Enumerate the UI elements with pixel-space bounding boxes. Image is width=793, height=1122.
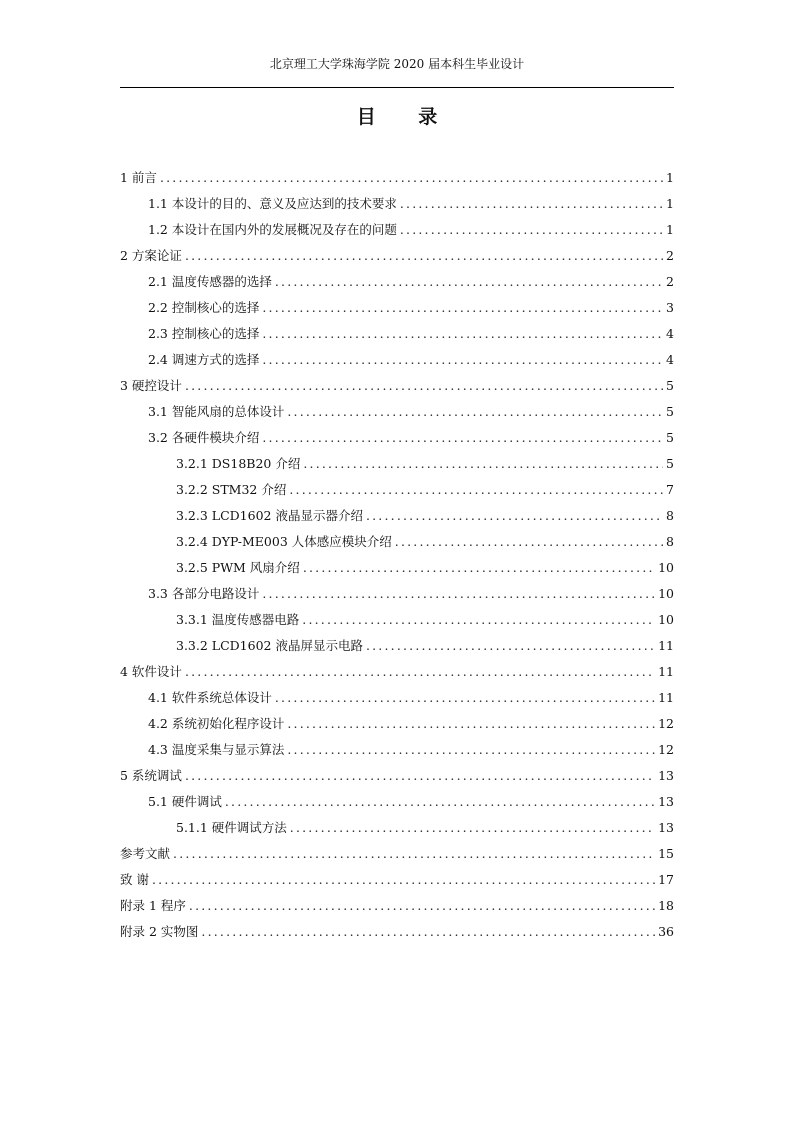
toc-leader-dots xyxy=(262,321,663,347)
toc-leader-dots xyxy=(262,347,663,373)
toc-entry-page: 1 xyxy=(666,222,674,237)
toc-entry[interactable] xyxy=(120,607,674,633)
toc-entry[interactable] xyxy=(120,399,674,425)
toc-entry[interactable] xyxy=(120,763,674,789)
toc-entry-page: 18 xyxy=(658,898,674,913)
toc-entry-text: 3.2.5 PWM 风扇介绍 xyxy=(176,560,300,575)
toc-entry[interactable] xyxy=(120,243,674,269)
toc-entry-text: 4.2 系统初始化程序设计 xyxy=(148,716,285,731)
toc-title: 目 录 xyxy=(356,106,456,128)
toc-entry-page: 2 xyxy=(666,248,674,263)
toc-entry-text: 致 谢 xyxy=(120,872,149,887)
toc-leader-dots xyxy=(185,243,663,269)
toc-entry-text: 4.1 软件系统总体设计 xyxy=(148,690,272,705)
toc-entry-page: 10 xyxy=(658,586,674,601)
toc-leader-dots xyxy=(303,451,663,477)
toc-entry-text: 3.2.2 STM32 介绍 xyxy=(176,482,287,497)
toc-entry[interactable] xyxy=(120,347,674,373)
toc-entry[interactable] xyxy=(120,425,674,451)
toc-entry-page: 8 xyxy=(666,534,674,549)
toc-entry-text: 2.4 调速方式的选择 xyxy=(148,352,260,367)
toc-entry-page: 8 xyxy=(666,508,674,523)
toc-entry-page: 1 xyxy=(666,170,674,185)
toc-entry-text: 附录 1 程序 xyxy=(120,898,186,913)
toc-entry-text: 3.2.4 DYP-ME003 人体感应模块介绍 xyxy=(176,534,392,549)
toc-entry-text: 5.1 硬件调试 xyxy=(148,794,222,809)
toc-leader-dots xyxy=(185,763,655,789)
toc-leader-dots xyxy=(290,815,655,841)
toc-leader-dots xyxy=(400,191,663,217)
toc-entry[interactable] xyxy=(120,789,674,815)
toc-entry-page: 5 xyxy=(666,378,674,393)
toc-entry-text: 1 前言 xyxy=(120,170,157,185)
toc-entry[interactable] xyxy=(120,503,674,529)
toc-entry[interactable] xyxy=(120,685,674,711)
toc-entry[interactable] xyxy=(120,893,674,919)
toc-entry[interactable] xyxy=(120,451,674,477)
toc-entry[interactable] xyxy=(120,659,674,685)
toc-entry[interactable] xyxy=(120,867,674,893)
toc-entry[interactable] xyxy=(120,269,674,295)
toc-entry-text: 5.1.1 硬件调试方法 xyxy=(176,820,287,835)
toc-entry-text: 3.3 各部分电路设计 xyxy=(148,586,260,601)
toc-entry-text: 2.2 控制核心的选择 xyxy=(148,300,260,315)
toc-leader-dots xyxy=(262,425,663,451)
toc-entry[interactable] xyxy=(120,815,674,841)
toc-entry[interactable] xyxy=(120,295,674,321)
toc-leader-dots xyxy=(201,919,655,945)
toc-entry-text: 3.2.3 LCD1602 液晶显示器介绍 xyxy=(176,508,363,523)
toc-entry-page: 15 xyxy=(658,846,674,861)
toc-entry-text: 3.3.2 LCD1602 液晶屏显示电路 xyxy=(176,638,363,653)
toc-entry-page: 1 xyxy=(666,196,674,211)
toc-entry[interactable] xyxy=(120,529,674,555)
page-header: 北京理工大学珠海学院 2020 届本科生毕业设计 xyxy=(269,57,525,71)
toc-entry[interactable] xyxy=(120,711,674,737)
toc-leader-dots xyxy=(287,737,655,763)
toc-entry-page: 12 xyxy=(658,742,674,757)
toc-leader-dots xyxy=(275,269,663,295)
toc-entry[interactable] xyxy=(120,581,674,607)
toc-leader-dots xyxy=(275,685,655,711)
toc-entry-page: 5 xyxy=(666,456,674,471)
toc-entry-page: 36 xyxy=(658,924,674,939)
toc-entry-page: 5 xyxy=(666,430,674,445)
toc-entry-page: 17 xyxy=(658,872,674,887)
toc-leader-dots xyxy=(160,165,663,191)
toc-leader-dots xyxy=(287,711,655,737)
toc-entry-page: 4 xyxy=(666,326,674,341)
toc-entry-text: 4.3 温度采集与显示算法 xyxy=(148,742,285,757)
toc-leader-dots xyxy=(287,399,663,425)
toc-entry[interactable] xyxy=(120,633,674,659)
toc-entry-page: 11 xyxy=(658,690,674,705)
toc-leader-dots xyxy=(185,373,663,399)
toc-leader-dots xyxy=(173,841,655,867)
toc-entry-page: 11 xyxy=(658,664,674,679)
toc-entry-text: 4 软件设计 xyxy=(120,664,182,679)
toc-entry-page: 7 xyxy=(666,482,674,497)
toc-entry[interactable] xyxy=(120,737,674,763)
toc-entry-text: 2.3 控制核心的选择 xyxy=(148,326,260,341)
toc-leader-dots xyxy=(289,477,663,503)
header-divider xyxy=(120,87,674,88)
toc-entry[interactable] xyxy=(120,841,674,867)
toc-entry-text: 3.3.1 温度传感器电路 xyxy=(176,612,300,627)
toc-leader-dots xyxy=(395,529,663,555)
toc-entry-text: 2 方案论证 xyxy=(120,248,182,263)
toc-entry-text: 2.1 温度传感器的选择 xyxy=(148,274,272,289)
toc-entry[interactable] xyxy=(120,373,674,399)
toc-entry[interactable] xyxy=(120,191,674,217)
toc-leader-dots xyxy=(189,893,655,919)
toc-entry-text: 参考文献 xyxy=(120,846,171,861)
toc-entry[interactable] xyxy=(120,555,674,581)
toc-leader-dots xyxy=(185,659,655,685)
toc-entry-text: 3.1 智能风扇的总体设计 xyxy=(148,404,285,419)
toc-entry-page: 13 xyxy=(658,768,674,783)
toc-entry-text: 附录 2 实物图 xyxy=(120,924,199,939)
toc-entry[interactable] xyxy=(120,919,674,945)
table-of-contents xyxy=(120,165,674,945)
toc-entry-page: 12 xyxy=(658,716,674,731)
toc-entry-text: 3 硬控设计 xyxy=(120,378,182,393)
toc-entry-page: 2 xyxy=(666,274,674,289)
toc-entry-page: 10 xyxy=(658,560,674,575)
toc-entry-page: 5 xyxy=(666,404,674,419)
toc-entry-page: 3 xyxy=(666,300,674,315)
toc-entry-page: 13 xyxy=(658,820,674,835)
toc-entry-text: 1.1 本设计的目的、意义及应达到的技术要求 xyxy=(148,196,397,211)
toc-leader-dots xyxy=(262,581,655,607)
toc-entry[interactable] xyxy=(120,321,674,347)
toc-entry-text: 5 系统调试 xyxy=(120,768,182,783)
toc-entry-text: 1.2 本设计在国内外的发展概况及存在的问题 xyxy=(148,222,397,237)
toc-leader-dots xyxy=(366,503,663,529)
toc-entry-page: 11 xyxy=(658,638,674,653)
toc-leader-dots xyxy=(400,217,663,243)
toc-entry-page: 10 xyxy=(658,612,674,627)
toc-leader-dots xyxy=(262,295,663,321)
toc-leader-dots xyxy=(225,789,655,815)
toc-leader-dots xyxy=(152,867,655,893)
toc-leader-dots xyxy=(302,607,655,633)
toc-leader-dots xyxy=(303,555,655,581)
toc-entry[interactable] xyxy=(120,165,674,191)
toc-entry-text: 3.2 各硬件模块介绍 xyxy=(148,430,260,445)
toc-entry[interactable] xyxy=(120,217,674,243)
toc-entry[interactable] xyxy=(120,477,674,503)
toc-leader-dots xyxy=(366,633,655,659)
toc-entry-page: 4 xyxy=(666,352,674,367)
toc-entry-text: 3.2.1 DS18B20 介绍 xyxy=(176,456,301,471)
toc-entry-page: 13 xyxy=(658,794,674,809)
